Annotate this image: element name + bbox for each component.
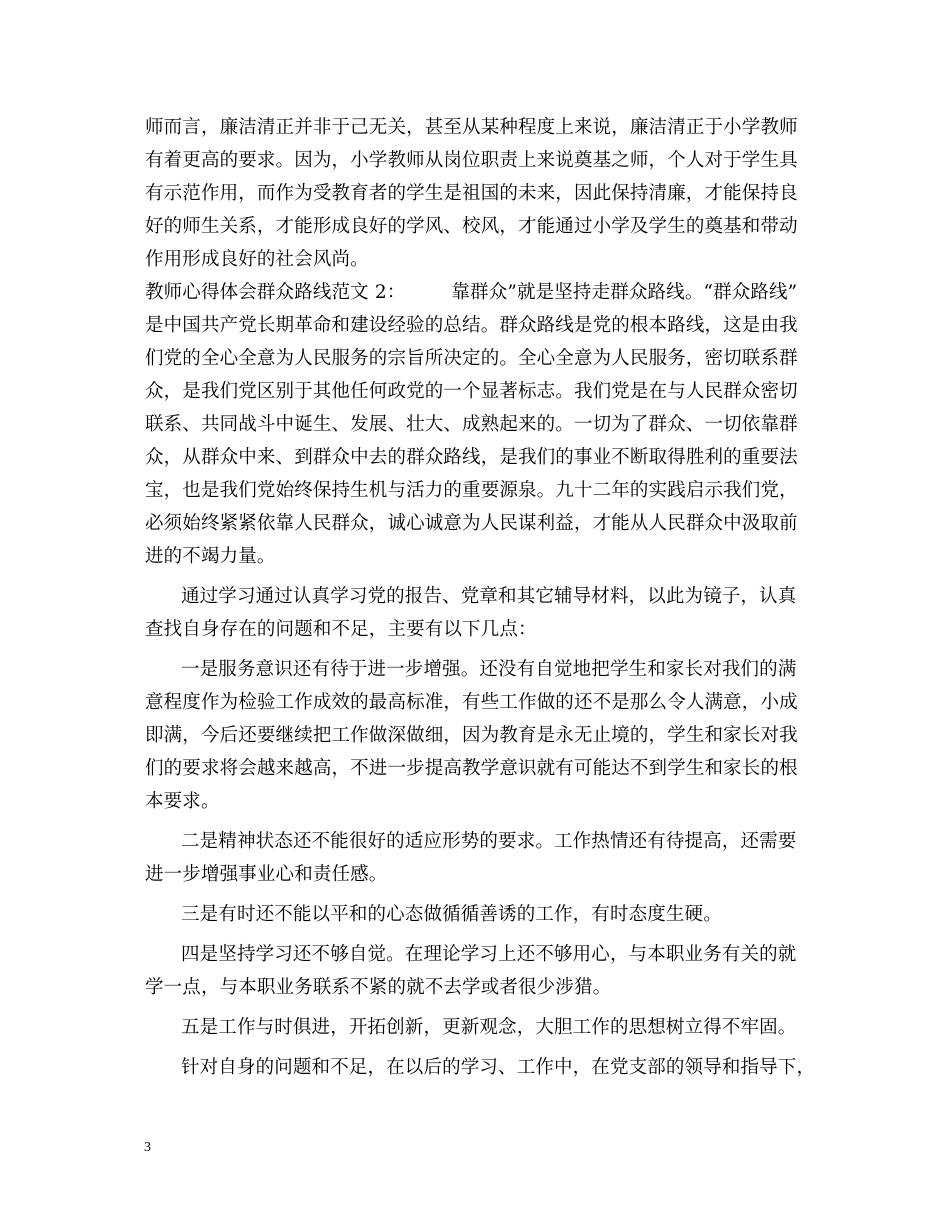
text-line: 必须始终紧紧依靠人民群众，诚心诚意为人民谋利益，才能从人民群众中汲取前	[145, 513, 798, 534]
paragraph-first-line: 针对自身的问题和不足，在以后的学习、工作中，在党支部的领导和指导下，	[181, 1057, 816, 1078]
text-line: 众，从群众中来、到群众中去的群众路线，是我们的事业不断取得胜利的重要法	[145, 447, 798, 468]
section-heading-label: 教师心得体会群众路线范文 2：	[145, 282, 406, 303]
text-line: 联系、共同战斗中诞生、发展、壮大、成熟起来的。一切为了群众、一切依靠群	[145, 414, 798, 435]
text-line: 作用形成良好的社会风尚。	[145, 249, 369, 270]
text-line: 进一步增强事业心和责任感。	[145, 864, 388, 885]
paragraph-first-line: 四是坚持学习还不够自觉。在理论学习上还不够用心，与本职业务有关的就	[181, 944, 797, 965]
text-line: 是中国共产党长期革命和建设经验的总结。群众路线是党的根本路线，这是由我	[145, 315, 798, 336]
text-line: 们党的全心全意为人民服务的宗旨所决定的。全心全意为人民服务，密切联系群	[145, 348, 798, 369]
text-line: 即满，今后还要继续把工作做深做细，因为教育是永无止境的，学生和家长对我	[145, 725, 798, 746]
paragraph-first-line: 通过学习通过认真学习党的报告、党章和其它辅导材料，以此为镜子，认真	[181, 586, 797, 607]
page-number: 3	[144, 1140, 151, 1155]
text-line: 有示范作用，而作为受教育者的学生是祖国的未来，因此保持清廉，才能保持良	[145, 183, 798, 204]
text-line: 有着更高的要求。因为，小学教师从岗位职责上来说奠基之师，个人对于学生具	[145, 150, 798, 171]
section-heading-text: 靠群众”就是坚持走群众路线。“群众路线”	[451, 282, 798, 303]
text-line: 众，是我们党区别于其他任何政党的一个显著标志。我们党是在与人民群众密切	[145, 381, 798, 402]
paragraph-first-line: 五是工作与时俱进，开拓创新，更新观念，大胆工作的思想树立得不牢固。	[181, 1017, 797, 1038]
text-line: 本要求。	[145, 791, 220, 812]
text-line: 好的师生关系，才能形成良好的学风、校风，才能通过小学及学生的奠基和带动	[145, 216, 798, 237]
text-line: 们的要求将会越来越高，不进一步提高教学意识就有可能达不到学生和家长的根	[145, 758, 798, 779]
text-line: 学一点，与本职业务联系不紧的就不去学或者很少涉猎。	[145, 977, 612, 998]
text-line: 宝，也是我们党始终保持生机与活力的重要源泉。九十二年的实践启示我们党，	[145, 480, 798, 501]
text-line: 查找自身存在的问题和不足，主要有以下几点：	[145, 619, 537, 640]
text-line: 意程度作为检验工作成效的最高标准，有些工作做的还不是那么令人满意，小成	[145, 692, 798, 713]
paragraph-first-line: 三是有时还不能以平和的心态做循循善诱的工作，有时态度生硬。	[181, 904, 722, 925]
paragraph-first-line: 一是服务意识还有待于进一步增强。还没有自觉地把学生和家长对我们的满	[181, 659, 797, 680]
paragraph-first-line: 二是精神状态还不能很好的适应形势的要求。工作热情还有待提高，还需要	[181, 831, 797, 852]
section-heading-line	[145, 281, 797, 305]
text-line: 进的不竭力量。	[145, 546, 276, 567]
text-line: 师而言，廉洁清正并非于己无关，甚至从某种程度上来说，廉洁清正于小学教师	[145, 117, 798, 138]
